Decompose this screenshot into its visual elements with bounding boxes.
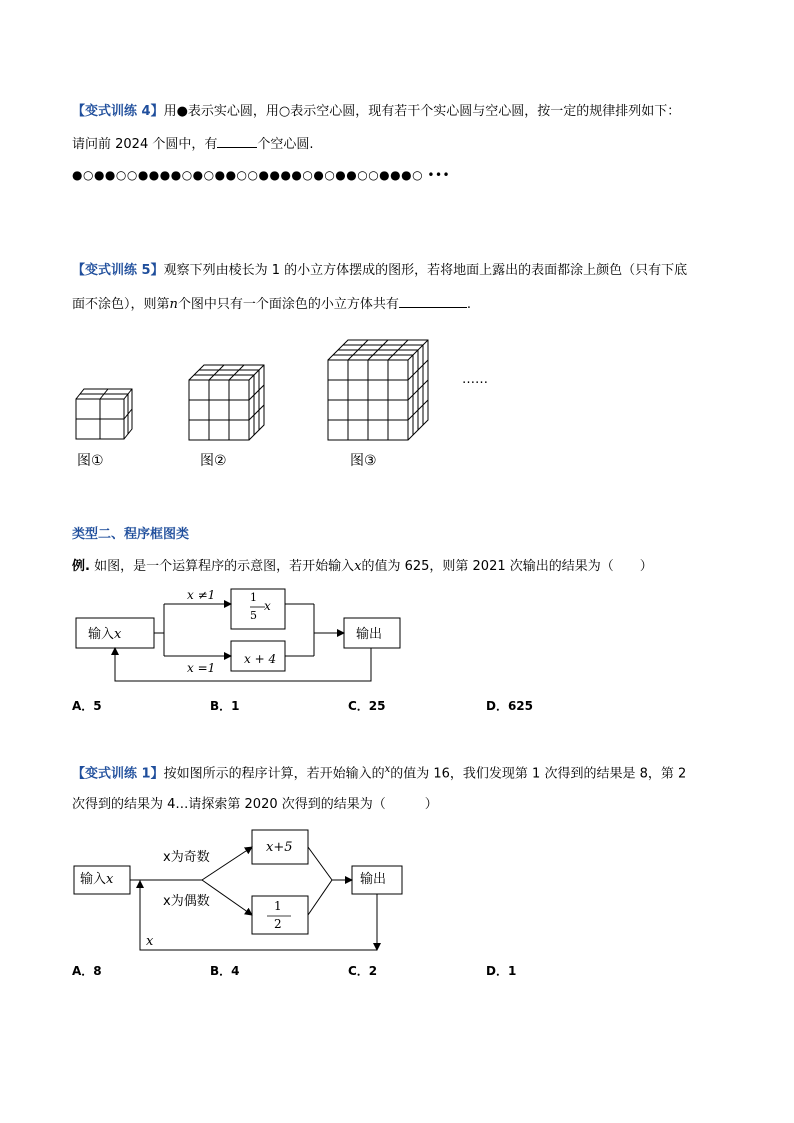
flow2-input-var: x [106, 872, 114, 887]
flow2-loop-var: x [146, 934, 154, 949]
cube-figure-3 [328, 340, 428, 440]
q5-text-2b: 个图中只有一个面涂色的小立方体共有 [177, 297, 399, 312]
flow2-even-den: 2 [274, 917, 282, 931]
flow2-odd-expr: x+5 [266, 840, 293, 855]
flow1-bottom-expr: x + 4 [244, 652, 277, 666]
v1-flowchart [70, 825, 410, 955]
v1-option-b[interactable]: B．4 [210, 964, 240, 978]
flow1-top-box [231, 589, 285, 629]
q4-text-2b: 个空心圆. [257, 137, 314, 152]
example-option-a[interactable]: A．5 [72, 699, 102, 713]
v1-text-1b: 的值为 16，我们发现第 1 次得到的结果是 8，第 2 [390, 766, 687, 782]
q5-line2 [72, 294, 471, 314]
q4-line1 [72, 103, 680, 121]
q4-text-1: 用●表示实心圆，用○表示空心圆，现有若干个实心圆与空心圆，按一定的规律排列如下： [163, 104, 681, 119]
q4-tag: 【变式训练 4】 [72, 104, 164, 119]
flow1-top-var: x [264, 599, 271, 613]
cube-figure-1 [76, 389, 132, 439]
v1-text-1a: 按如图所示的程序计算，若开始输入的 [163, 766, 385, 782]
section-title: 类型二、程序框图类 [72, 527, 190, 542]
flow2-output-label: 输出 [360, 872, 387, 887]
example-text-a: 如图，是一个运算程序的示意图，若开始输入 [94, 559, 355, 574]
q5-ellipsis: …… [462, 372, 488, 387]
flow1-input-text: 输入 [88, 627, 115, 642]
flow1-output-label: 输出 [356, 627, 383, 642]
example-text-b: 的值为 625，则第 2021 次输出的结果为（ ） [361, 559, 653, 574]
v1-line2: 次得到的结果为 4…请探索第 2020 次得到的结果为（ ） [72, 797, 438, 812]
flow1-input-var: x [114, 627, 122, 642]
q5-var-n: n [169, 297, 178, 312]
flow2-cond-even: x为偶数 [163, 894, 210, 909]
example-option-b[interactable]: B．1 [210, 699, 240, 713]
v1-line1 [72, 761, 686, 783]
flow2-cond-odd: x为奇数 [163, 850, 210, 865]
flow1-top-num: 1 [250, 591, 257, 604]
flow2-input-text: 输入 [80, 872, 107, 887]
example-var-x: x [354, 559, 362, 574]
flow1-cond-bottom: x =1 [187, 661, 216, 675]
q5-text-1: 观察下列由棱长为 1 的小立方体摆成的图形，若将地面上露出的表面都涂上颜色（只有下底 [163, 263, 688, 278]
v1-option-d[interactable]: D．1 [486, 964, 517, 978]
v1-option-a[interactable]: A．8 [72, 964, 102, 978]
q4-text-2a: 请问前 2024 个圆中，有 [72, 137, 218, 152]
q5-figure-label-1: 图① [77, 453, 104, 469]
v1-option-c[interactable]: C．2 [348, 964, 378, 978]
example-option-c[interactable]: C．25 [348, 699, 386, 713]
q5-text-2a: 面不涂色），则第 [72, 297, 170, 312]
q4-line2 [72, 134, 314, 154]
q5-answer-blank[interactable] [399, 294, 467, 308]
cube-figure-2 [189, 365, 264, 440]
example-option-d[interactable]: D．625 [486, 699, 534, 713]
flow2-input-label [80, 871, 113, 889]
q4-answer-blank[interactable] [217, 134, 257, 148]
flow2-even-num: 1 [274, 899, 282, 913]
flow1-top-den: 5 [250, 609, 257, 622]
example-line [72, 558, 653, 576]
q5-figure-label-2: 图② [200, 453, 227, 469]
v1-tag: 【变式训练 1】 [72, 766, 164, 782]
q5-text-end: . [466, 297, 472, 312]
flow1-cond-top: x ≠1 [187, 588, 216, 602]
q4-circle-sequence: ●○●●○○●●●●○●○●●○○●●●●○●○●●○○●●●○ ••• [72, 168, 451, 182]
cube-figures [60, 330, 520, 445]
flow1-input-label [88, 626, 121, 644]
q5-figure-label-3: 图③ [350, 453, 377, 469]
example-lead: 例. [72, 559, 90, 574]
q5-line1 [72, 262, 687, 280]
v1-var-x: x [384, 764, 391, 775]
q5-tag: 【变式训练 5】 [72, 263, 164, 278]
